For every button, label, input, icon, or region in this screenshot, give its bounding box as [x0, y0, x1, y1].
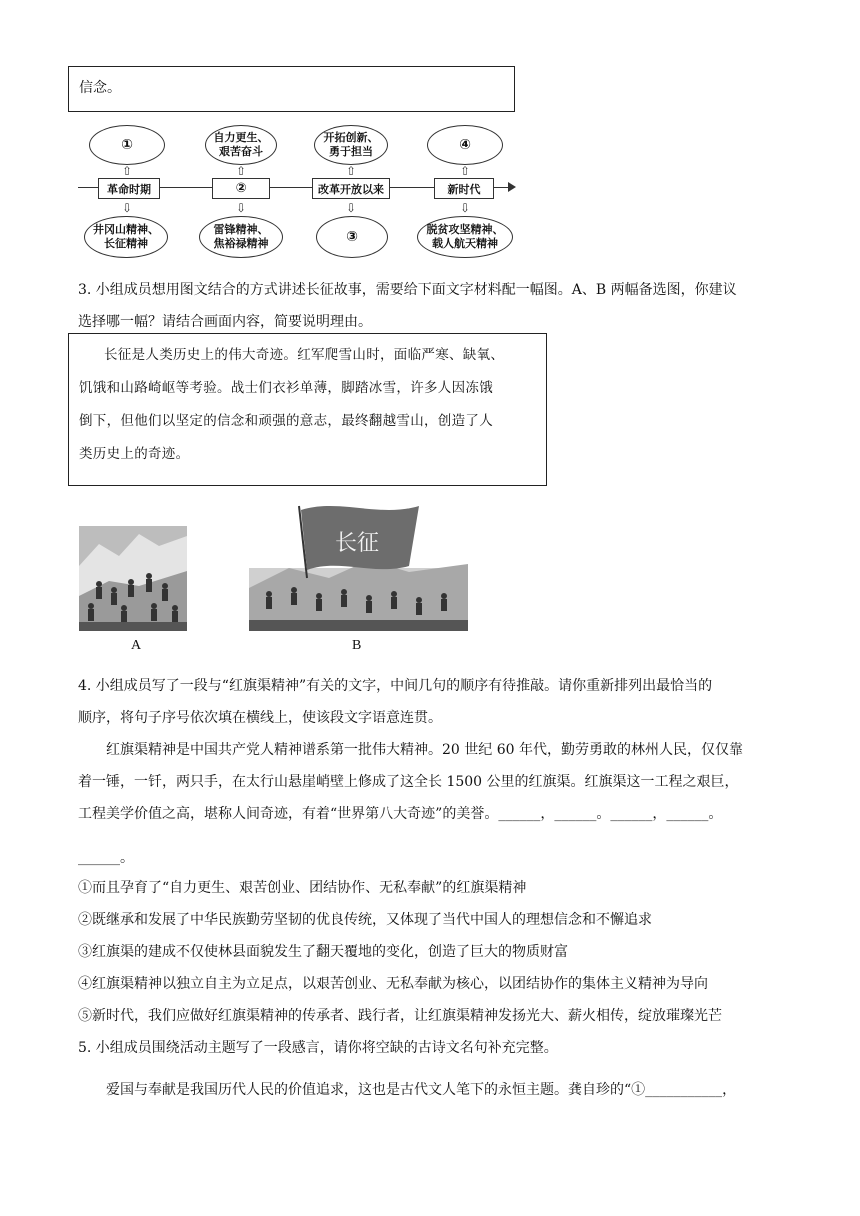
period-reform: 改革开放以来 — [312, 178, 390, 199]
image-b — [249, 498, 468, 631]
q5-line1: 5. 小组成员围绕活动主题写了一段感言，请你将空缺的古诗文名句补充完整。 — [78, 1040, 558, 1056]
q4-para2: 着一锤，一钎，两只手，在太行山悬崖峭壁上修成了这全长 1500 公里的红旗渠。红旗渠这一工程之艰巨， — [78, 774, 739, 790]
top-text-box — [68, 66, 515, 112]
down-arrow-3: ⇩ — [345, 201, 357, 215]
q4-para1: 红旗渠精神是中国共产党人精神谱系第一批伟大精神。20 世纪 60 年代，勤劳勇敢的林州人民，仅仅靠 — [106, 742, 743, 758]
material-line-4: 类历史上的奇迹。 — [79, 446, 190, 462]
up-arrow-2: ⇧ — [235, 164, 247, 178]
image-a-snow-march-illustration — [79, 526, 187, 631]
timeline-arrowhead — [508, 182, 516, 192]
q4-option-4: ④红旗渠精神以独立自主为立足点，以艰苦创业、无私奉献为核心，以团结协作的集体主义精神为导向 — [78, 976, 708, 992]
bottom-ellipse-4 — [417, 216, 513, 258]
q4-option-2: ②既继承和发展了中华民族勤劳坚韧的优良传统，又体现了当代中国人的理想信念和不懈追求 — [78, 912, 652, 928]
material-line-3: 倒下，但他们以坚定的信念和顽强的意志，最终翻越雪山，创造了人 — [79, 413, 493, 429]
q4-option-5: ⑤新时代，我们应做好红旗渠精神的传承者、践行者，让红旗渠精神发扬光大、薪火相传，绽放璀璨光芒 — [78, 1008, 722, 1024]
top-ellipse-3-text: 开拓创新、 勇于担当 — [323, 131, 379, 158]
down-arrow-2: ⇩ — [235, 201, 247, 215]
bottom-ellipse-2 — [199, 216, 283, 258]
q4-line2: 顺序，将句子序号依次填在横线上，使该段文字语意连贯。 — [78, 710, 442, 726]
top-ellipse-4: ④ — [427, 125, 503, 165]
period-new-era: 新时代 — [434, 178, 494, 199]
bottom-ellipse-2-text: 雷锋精神、 焦裕禄精神 — [213, 223, 269, 250]
image-b-label: B — [352, 638, 362, 653]
q3-line1: 3. 小组成员想用图文结合的方式讲述长征故事，需要给下面文字材料配一幅图。A、B 两幅备选图，你建议 — [78, 282, 737, 298]
q5-para1: 爱国与奉献是我国历代人民的价值追求，这也是古代文人笔下的永恒主题。龚自珍的“①___________， — [106, 1082, 737, 1098]
bottom-ellipse-1 — [84, 216, 168, 258]
material-line-2: 饥饿和山路崎岖等考验。战士们衣衫单薄，脚踏冰雪，许多人因冻饿 — [79, 380, 493, 396]
up-arrow-3: ⇧ — [345, 164, 357, 178]
image-b-flag-march-illustration — [249, 498, 468, 631]
top-ellipse-2 — [205, 125, 277, 165]
q4-para4: ______。 — [78, 850, 134, 866]
image-a — [79, 526, 187, 631]
top-ellipse-1: ① — [89, 125, 165, 165]
spirit-diagram — [72, 120, 522, 260]
q3-material-box — [68, 333, 547, 486]
q4-option-3: ③红旗渠的建成不仅使林县面貌发生了翻天覆地的变化，创造了巨大的物质财富 — [78, 944, 568, 960]
top-ellipse-3 — [314, 125, 388, 165]
image-a-label: A — [131, 638, 142, 653]
q3-line2: 选择哪一幅？请结合画面内容，简要说明理由。 — [78, 314, 372, 330]
period-revolution: 革命时期 — [98, 178, 160, 199]
q4-option-1: ①而且孕育了“自力更生、艰苦创业、团结协作、无私奉献”的红旗渠精神 — [78, 880, 527, 896]
flag-text: 长征 — [335, 531, 380, 556]
bottom-ellipse-4-text: 脱贫攻坚精神、 载人航天精神 — [426, 223, 504, 250]
bottom-ellipse-1-text: 井冈山精神、 长征精神 — [93, 223, 159, 250]
q4-para3: 工程美学价值之高，堪称人间奇迹，有着“世界第八大奇迹”的美誉。______，______。______，______。 — [78, 806, 723, 822]
top-ellipse-2-text: 自力更生、 艰苦奋斗 — [213, 131, 269, 158]
down-arrow-1: ⇩ — [121, 201, 133, 215]
down-arrow-4: ⇩ — [459, 201, 471, 215]
up-arrow-1: ⇧ — [121, 164, 133, 178]
material-line-1: 长征是人类历史上的伟大奇迹。红军爬雪山时，面临严寒、缺氧、 — [104, 347, 505, 363]
top-box-text: 信念。 — [79, 80, 121, 96]
period-2: ② — [212, 178, 270, 199]
up-arrow-4: ⇧ — [459, 164, 471, 178]
q4-line1: 4. 小组成员写了一段与“红旗渠精神”有关的文字，中间几句的顺序有待推敲。请你重新排列出最恰当的 — [78, 678, 713, 694]
bottom-ellipse-3: ③ — [316, 216, 388, 258]
